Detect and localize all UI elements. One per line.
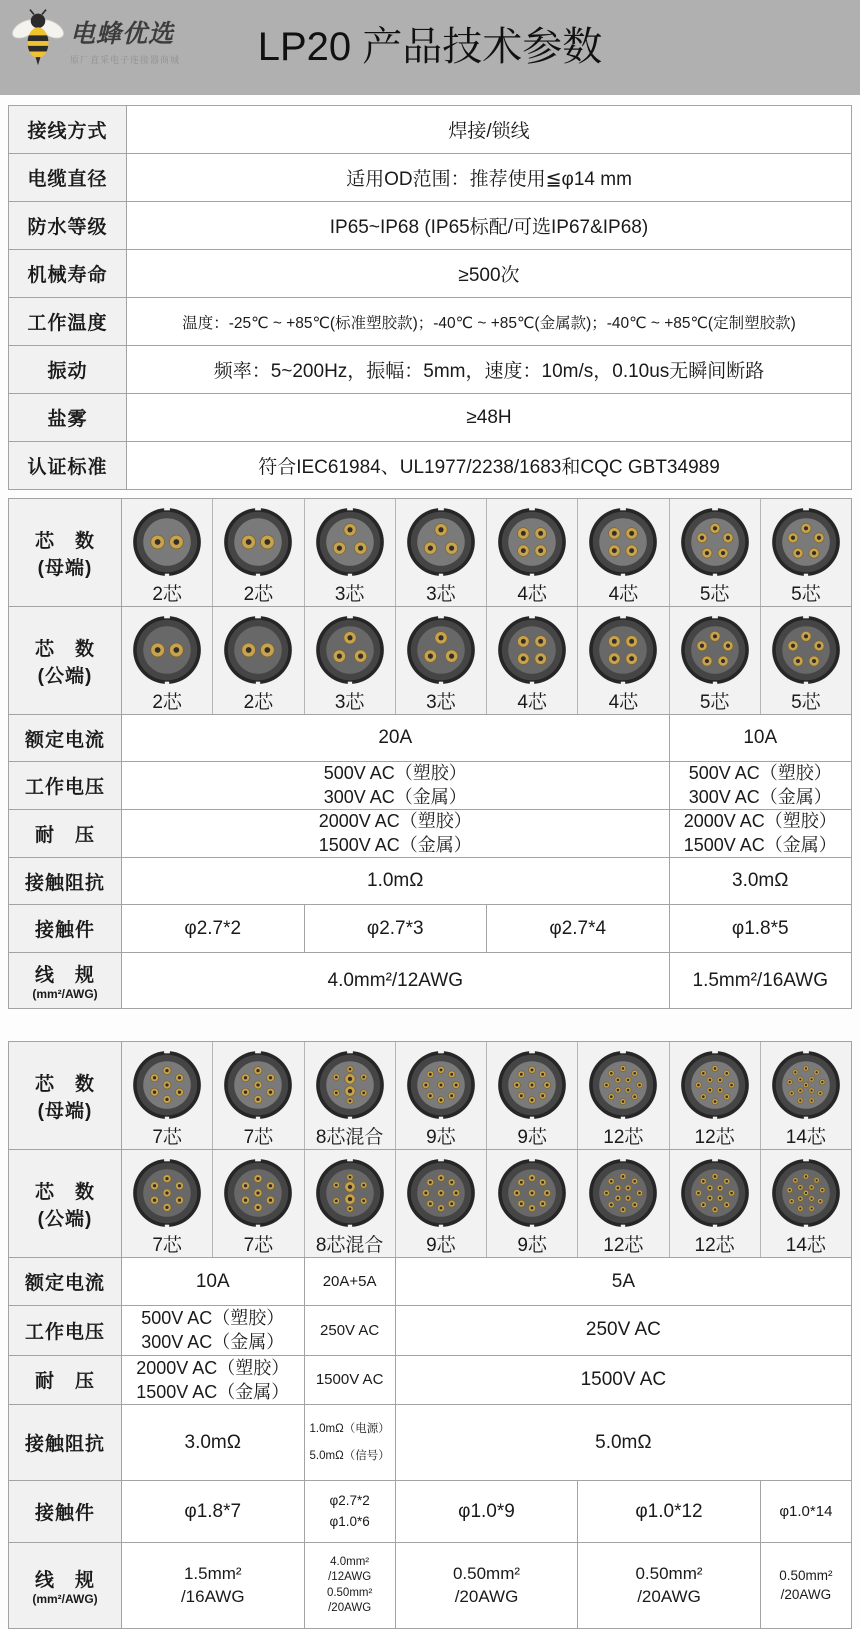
connector-core-count-label: 5芯 (699, 584, 730, 605)
table-row (9, 715, 852, 762)
spec-value: 1.5mm² /16AWG (122, 1543, 305, 1629)
spec-value: 符合IEC61984、UL1977/2238/1683和CQC GBT34989 (127, 442, 852, 490)
connector-face-icon (314, 506, 386, 578)
connector-cell (305, 1150, 396, 1257)
spec-value: ≥48H (127, 394, 852, 442)
connector-face-icon (405, 1049, 477, 1121)
male-connectors-strip (122, 1150, 852, 1258)
spec-label: 耐 压 (9, 810, 122, 858)
connector-core-count-label: 7芯 (152, 1235, 182, 1256)
spec-value: ≥500次 (127, 250, 852, 298)
table-row (9, 858, 852, 905)
spec-value: 1.0mΩ (122, 858, 670, 905)
spec-label: 振动 (9, 346, 127, 394)
connector-core-count-label: 4芯 (608, 584, 639, 605)
spec-value: 5.0mΩ (395, 1405, 851, 1481)
spec-label: 接触件 (9, 1481, 122, 1543)
connector-face-icon (496, 1157, 568, 1229)
bee-icon (12, 8, 64, 66)
connector-core-count-label: 9芯 (517, 1127, 547, 1148)
connector-core-count-label: 7芯 (243, 1235, 274, 1256)
table-row (9, 810, 852, 858)
connector-face-icon (131, 506, 203, 578)
connector-cell (487, 1042, 578, 1149)
table-row (9, 1543, 852, 1629)
connector-cell (213, 1150, 304, 1257)
spec-value: 0.50mm² /20AWG (760, 1543, 851, 1629)
connector-face-icon (770, 506, 842, 578)
table-row (9, 953, 852, 1009)
connector-cell (670, 499, 761, 606)
spec-value: φ2.7*2 φ1.0*6 (304, 1481, 395, 1543)
spec-value: 1500V AC (395, 1355, 851, 1405)
spec-value: 1.5mm²/16AWG (669, 953, 852, 1009)
connector-cell (396, 499, 487, 606)
spec-value: 2000V AC（塑胶） 1500V AC（金属） (122, 810, 670, 858)
connector-face-icon (314, 1049, 386, 1121)
connector-face-icon (222, 1157, 294, 1229)
spec-value: 10A (669, 715, 852, 762)
connector-cell (122, 499, 213, 606)
spec-label: 工作电压 (9, 1306, 122, 1356)
connector-face-icon (770, 1049, 842, 1121)
connector-core-count-label: 2芯 (152, 692, 182, 713)
connector-face-icon (496, 614, 568, 686)
spec-label: 工作温度 (9, 298, 127, 346)
group2-table (8, 1041, 852, 1629)
table-row (9, 762, 852, 810)
spec-label: 电缆直径 (9, 154, 127, 202)
table-row (9, 1405, 852, 1481)
spec-value: φ2.7*4 (487, 905, 670, 953)
connector-face-icon (587, 506, 659, 578)
connector-face-icon (222, 614, 294, 686)
spec-value: 20A+5A (304, 1258, 395, 1306)
spec-value: 250V AC (395, 1306, 851, 1356)
spec-value: 0.50mm² /20AWG (578, 1543, 761, 1629)
connector-cell (578, 499, 669, 606)
connector-core-count-label: 3芯 (426, 692, 456, 713)
female-connectors-row (9, 499, 852, 607)
general-spec-table (8, 105, 852, 490)
connector-cell (305, 499, 396, 606)
table-row (9, 202, 852, 250)
brand-subtitle: 原厂直采电子连接器商城 (70, 55, 181, 65)
table-row (9, 298, 852, 346)
page-title: LP20 产品技术参数 (257, 25, 603, 69)
connector-cell (305, 1042, 396, 1149)
connector-face-icon (131, 1157, 203, 1229)
spec-label: 耐 压 (9, 1355, 122, 1405)
spec-label: 盐雾 (9, 394, 127, 442)
spec-value: 2000V AC（塑胶） 1500V AC（金属） (122, 1355, 305, 1405)
connector-core-count-label: 2芯 (243, 692, 274, 713)
spec-label: 接触阻抗 (9, 1405, 122, 1481)
connector-cell (578, 607, 669, 714)
spec-value: φ2.7*2 (122, 905, 305, 953)
spec-value: 适用OD范围：推荐使用≦φ14 mm (127, 154, 852, 202)
connector-cell (761, 607, 851, 714)
connector-face-icon (679, 506, 751, 578)
table-row (9, 106, 852, 154)
connector-core-count-label: 4芯 (517, 692, 547, 713)
spec-label: 机械寿命 (9, 250, 127, 298)
spec-value: φ1.8*7 (122, 1481, 305, 1543)
spec-value: 4.0mm² /12AWG 0.50mm² /20AWG (304, 1543, 395, 1629)
spec-label: 认证标准 (9, 442, 127, 490)
connector-face-icon (679, 614, 751, 686)
connector-core-count-label: 8芯混合 (315, 1127, 384, 1148)
table-row (9, 1481, 852, 1543)
connector-core-count-label: 7芯 (243, 1127, 274, 1148)
spec-value: 250V AC (304, 1306, 395, 1356)
connector-face-icon (405, 506, 477, 578)
connector-cell (578, 1042, 669, 1149)
table-row (9, 346, 852, 394)
spec-label: 防水等级 (9, 202, 127, 250)
spec-label: 额定电流 (9, 715, 122, 762)
table-row (9, 154, 852, 202)
connector-face-icon (770, 614, 842, 686)
connector-cell (396, 1150, 487, 1257)
core-count-female-label: 芯 数 (母端) (9, 1042, 122, 1150)
connector-face-icon (222, 1049, 294, 1121)
connector-cell (213, 499, 304, 606)
male-connectors-row (9, 1150, 852, 1258)
spec-value: φ1.8*5 (669, 905, 852, 953)
spec-value: 焊接/锁线 (127, 106, 852, 154)
table-row (9, 1258, 852, 1306)
connector-cell (213, 1042, 304, 1149)
spec-label: 线 规 (mm²/AWG) (9, 1543, 122, 1629)
spec-value: 1500V AC (304, 1355, 395, 1405)
connector-face-icon (679, 1049, 751, 1121)
connector-cell (122, 607, 213, 714)
spec-label: 工作电压 (9, 762, 122, 810)
spec-value: 1.0mΩ（电源） 5.0mΩ（信号） (304, 1405, 395, 1481)
connector-cell (305, 607, 396, 714)
spec-value: 20A (122, 715, 670, 762)
connector-face-icon (587, 1049, 659, 1121)
female-connectors-strip (122, 499, 852, 607)
spec-value: 500V AC（塑胶） 300V AC（金属） (669, 762, 852, 810)
core-count-male-label: 芯 数 (公端) (9, 1150, 122, 1258)
table-row (9, 442, 852, 490)
connector-core-count-label: 12芯 (694, 1127, 735, 1148)
connector-core-count-label: 14芯 (785, 1235, 826, 1256)
female-connectors-strip (122, 1042, 852, 1150)
spec-value: 3.0mΩ (669, 858, 852, 905)
male-connectors-row (9, 607, 852, 715)
connector-cell (487, 1150, 578, 1257)
spec-value: 频率：5~200Hz，振幅：5mm，速度：10m/s，0.10us无瞬间断路 (127, 346, 852, 394)
connector-cell (122, 1150, 213, 1257)
connector-core-count-label: 2芯 (152, 584, 182, 605)
brand-text-block (70, 14, 180, 66)
spec-value: 温度：-25℃ ~ +85℃(标准塑胶款)；-40℃ ~ +85℃(金属款)；-40℃ ~ +85℃(定制塑胶款) (127, 298, 852, 346)
connector-core-count-label: 2芯 (243, 584, 274, 605)
spec-value: 500V AC（塑胶） 300V AC（金属） (122, 1306, 305, 1356)
spec-value: 10A (122, 1258, 305, 1306)
connector-core-count-label: 12芯 (694, 1235, 735, 1256)
spec-value: IP65~IP68 (IP65标配/可选IP67&IP68) (127, 202, 852, 250)
spec-value: 4.0mm²/12AWG (122, 953, 670, 1009)
connector-core-count-label: 3芯 (426, 584, 456, 605)
connector-cell (670, 1042, 761, 1149)
connector-face-icon (679, 1157, 751, 1229)
male-connectors-strip (122, 607, 852, 715)
connector-core-count-label: 4芯 (517, 584, 547, 605)
spec-value: φ1.0*14 (760, 1481, 851, 1543)
connector-cell (213, 607, 304, 714)
connector-cell (761, 1042, 851, 1149)
spec-value: φ1.0*9 (395, 1481, 578, 1543)
connector-cell (670, 1150, 761, 1257)
connector-core-count-label: 12芯 (603, 1127, 644, 1148)
table-row (9, 250, 852, 298)
spec-label: 额定电流 (9, 1258, 122, 1306)
connector-core-count-label: 3芯 (334, 692, 365, 713)
connector-core-count-label: 9芯 (426, 1127, 456, 1148)
connector-cell (487, 499, 578, 606)
header-banner (0, 0, 860, 95)
spec-value: 3.0mΩ (122, 1405, 305, 1481)
connector-face-icon (405, 1157, 477, 1229)
connector-core-count-label: 4芯 (608, 692, 639, 713)
connector-core-count-label: 8芯混合 (315, 1235, 384, 1256)
connector-face-icon (405, 614, 477, 686)
spec-value: φ1.0*12 (578, 1481, 761, 1543)
connector-core-count-label: 5芯 (699, 692, 730, 713)
spec-value: 0.50mm² /20AWG (395, 1543, 578, 1629)
connector-core-count-label: 5芯 (791, 692, 821, 713)
connector-cell (396, 607, 487, 714)
connector-face-icon (587, 614, 659, 686)
connector-face-icon (131, 614, 203, 686)
spec-value: 2000V AC（塑胶） 1500V AC（金属） (669, 810, 852, 858)
spec-label: 接触阻抗 (9, 858, 122, 905)
group1-table (8, 498, 852, 1009)
connector-face-icon (314, 1157, 386, 1229)
connector-cell (670, 607, 761, 714)
spec-value: φ2.7*3 (304, 905, 487, 953)
spec-value: 5A (395, 1258, 851, 1306)
connector-core-count-label: 5芯 (791, 584, 821, 605)
connector-face-icon (222, 506, 294, 578)
brand-logo (12, 8, 180, 66)
core-count-male-label: 芯 数 (公端) (9, 607, 122, 715)
connector-face-icon (496, 506, 568, 578)
spec-label: 接触件 (9, 905, 122, 953)
connector-cell (396, 1042, 487, 1149)
connector-core-count-label: 9芯 (517, 1235, 547, 1256)
connector-cell (578, 1150, 669, 1257)
table-row (9, 1306, 852, 1356)
connector-cell (761, 1150, 851, 1257)
spec-value: 500V AC（塑胶） 300V AC（金属） (122, 762, 670, 810)
connector-core-count-label: 12芯 (603, 1235, 644, 1256)
table-row (9, 1355, 852, 1405)
connector-cell (761, 499, 851, 606)
core-count-female-label: 芯 数 (母端) (9, 499, 122, 607)
connector-face-icon (496, 1049, 568, 1121)
table-row (9, 394, 852, 442)
brand-name: 电蜂优选 (70, 20, 175, 48)
connector-core-count-label: 14芯 (785, 1127, 826, 1148)
female-connectors-row (9, 1042, 852, 1150)
spec-label: 线 规 (mm²/AWG) (9, 953, 122, 1009)
connector-face-icon (770, 1157, 842, 1229)
spec-label: 接线方式 (9, 106, 127, 154)
connector-cell (122, 1042, 213, 1149)
connector-core-count-label: 7芯 (152, 1127, 182, 1148)
connector-face-icon (314, 614, 386, 686)
connector-face-icon (587, 1157, 659, 1229)
connector-core-count-label: 3芯 (334, 584, 365, 605)
connector-face-icon (131, 1049, 203, 1121)
connector-cell (487, 607, 578, 714)
table-row (9, 905, 852, 953)
connector-core-count-label: 9芯 (426, 1235, 456, 1256)
